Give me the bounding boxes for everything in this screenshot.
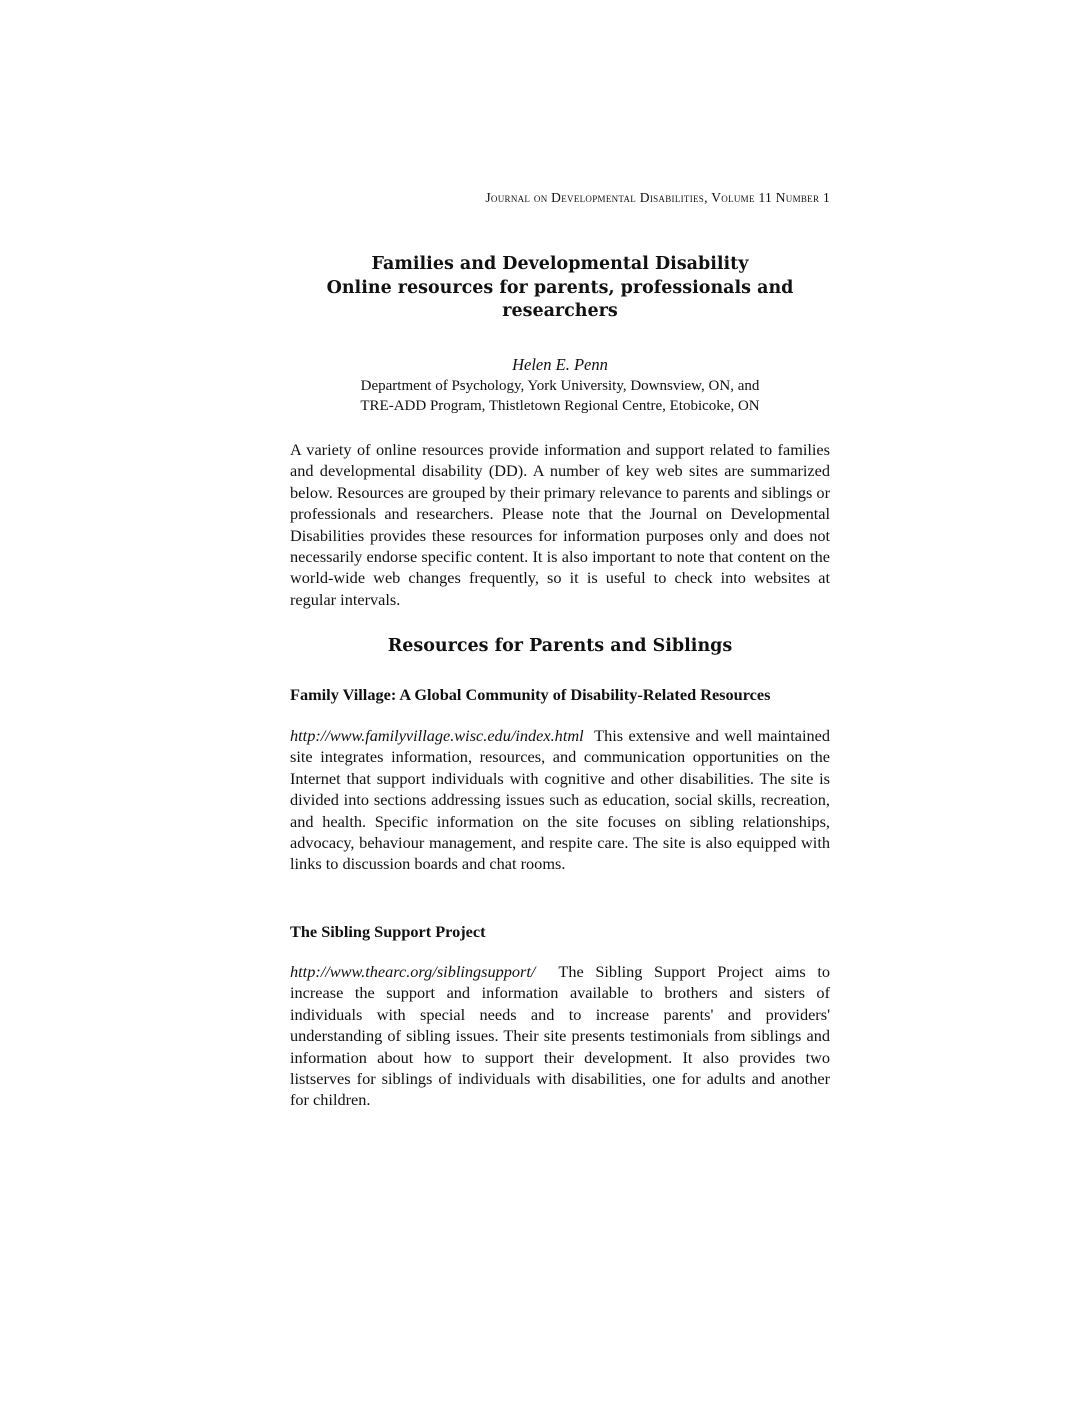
affiliation-line-1: Department of Psychology, York University, Downsview, ON, and [360, 377, 760, 394]
intro-paragraph: A variety of online resources provide information and support related to families and developmental disability (DD). A number of key web sites are summarized below. Resources are grouped by their primary relevance to parents and siblings or professionals and researchers. Please note that the Journal on Developmental Disabilities provides these resources for information purposes only and does not necessarily endorse specific content. It is also important to note that content on the world-wide web changes frequently, so it is useful to check into websites at regular intervals. [290, 440, 830, 609]
article-title-line-3: researchers [502, 301, 618, 321]
title-block [290, 253, 830, 416]
running-head: Journal on Developmental Disabilities, Volume 11 Number 1 [485, 190, 830, 205]
resource-url-sibling-support[interactable]: http://www.thearc.org/siblingsupport/ [290, 962, 536, 981]
resource-url-family-village[interactable]: http://www.familyvillage.wisc.edu/index.html [290, 726, 584, 745]
author-name: Helen E. Penn [512, 354, 608, 374]
article-title-line-2: Online resources for parents, professionals and [326, 277, 794, 298]
affiliation-line-2: TRE-ADD Program, Thistletown Regional Centre, Etobicoke, ON [360, 397, 760, 414]
resource-description-family-village: This extensive and well maintained site integrates information, resources, and communication opportunities on the Internet that support individuals with cognitive and other disabilities. The site is divided into sections addressing issues such as education, social skills, recreation, and health. Specific information on the site focuses on sibling relationships, advocacy, behaviour management, and respite care. The site is also equipped with links to discussion boards and chat rooms. [290, 726, 830, 874]
resource-heading-sibling-support: The Sibling Support Project [290, 922, 486, 941]
resource-paragraph-sibling-support [290, 961, 830, 1111]
article-title-line-1: Families and Developmental Disability [371, 254, 749, 274]
resource-description-sibling-support: The Sibling Support Project aims to increase the support and information available to brothers and sisters of individuals with special needs and to increase parents' and providers' understanding of sibling issues. Their site presents testimonials from siblings and information about how to support their development. It also provides two listserves for siblings of individuals with disabilities, one for adults and another for children. [290, 962, 830, 1110]
resource-heading-family-village: Family Village: A Global Community of Disability-Related Resources [290, 685, 771, 704]
resource-paragraph-family-village [290, 725, 830, 875]
section-heading: Resources for Parents and Siblings [387, 636, 733, 656]
